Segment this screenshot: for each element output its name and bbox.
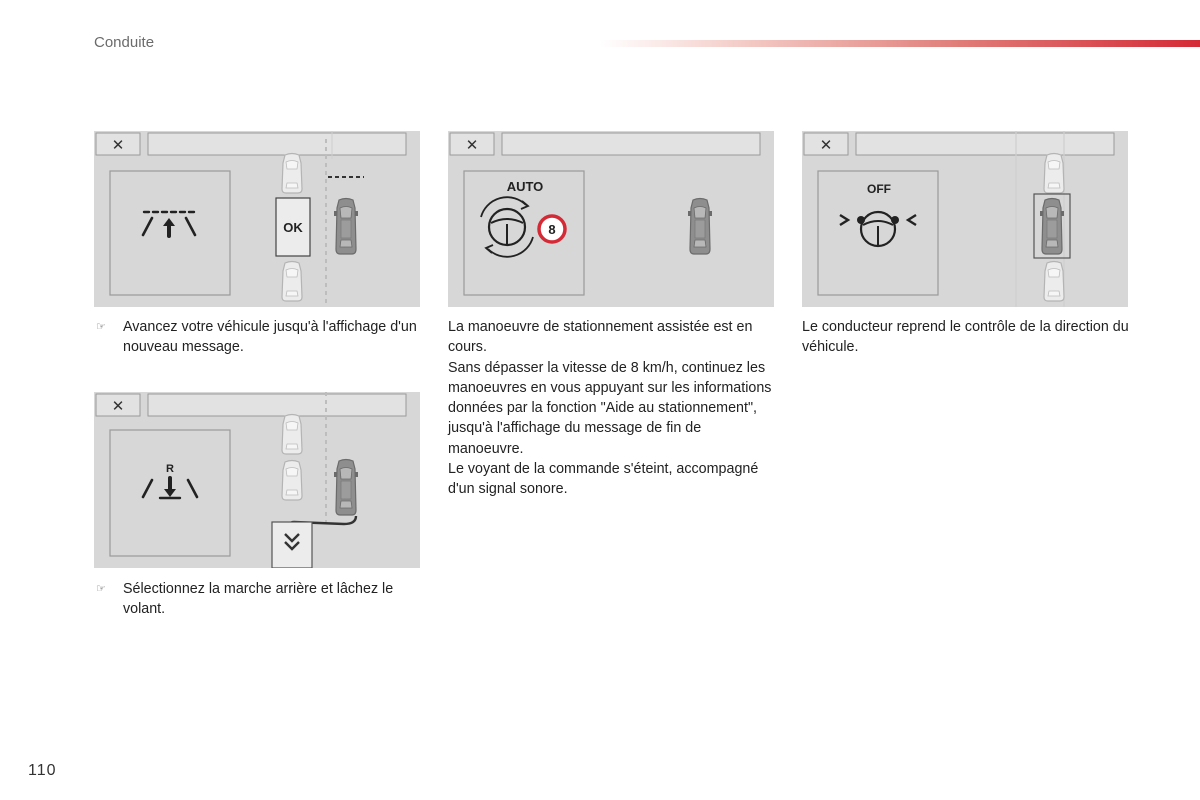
- user-car-icon: [1040, 199, 1064, 255]
- message-bar: [148, 394, 406, 416]
- target-space-box: [272, 522, 312, 568]
- screen-3-off: [802, 131, 1128, 307]
- parked-car-icon: [1044, 154, 1064, 194]
- page-number: 110: [28, 762, 57, 779]
- parked-car-icon: [282, 461, 302, 501]
- message-bar: [502, 133, 760, 155]
- caption-off: [802, 317, 1132, 358]
- close-icon: ✕: [111, 397, 125, 415]
- message-bar: [856, 133, 1114, 155]
- user-car-icon: [334, 460, 358, 516]
- screen-1-approach: [94, 131, 420, 307]
- parked-car-icon: [282, 154, 302, 194]
- parked-car-icon: [282, 262, 302, 302]
- caption-approach: [94, 317, 424, 358]
- auto-label: AUTO: [506, 179, 544, 194]
- speed-limit-value: 8: [548, 222, 556, 237]
- header-accent-bar: [600, 40, 1200, 47]
- caption-text: Avancez votre véhicule jusqu'à l'affichage d'un nouveau message.: [123, 319, 417, 356]
- caption-text: Le conducteur reprend le contrôle de la direction du véhicule.: [802, 319, 1129, 356]
- message-bar: [148, 133, 406, 155]
- user-car-icon: [334, 199, 358, 255]
- caption-text: Sélectionnez la marche arrière et lâchez le volant.: [123, 581, 394, 618]
- close-icon: ✕: [819, 136, 833, 154]
- close-icon: ✕: [111, 136, 125, 154]
- reverse-gear-label: R: [166, 463, 174, 475]
- caption-line: Le voyant de la commande s'éteint, accompagné d'un signal sonore.: [448, 461, 759, 498]
- caption-auto: [448, 317, 778, 500]
- caption-line: Sans dépasser la vitesse de 8 km/h, continuez les manoeuvres en vous appuyant sur les informations données par la fonction "Aide au stationnement", jusqu'à l'affichage du message de fin de manoeuvre.: [448, 359, 772, 457]
- parked-car-icon: [1044, 262, 1064, 302]
- caption-reverse: [94, 579, 424, 620]
- user-car-icon: [688, 199, 712, 255]
- section-title: Conduite: [94, 34, 155, 51]
- screen-2-auto: [448, 131, 774, 307]
- screen-4-reverse: [94, 392, 420, 568]
- close-icon: ✕: [465, 136, 479, 154]
- parked-car-icon: [282, 415, 302, 455]
- ok-label: OK: [283, 220, 303, 235]
- pointing-hand-icon: ☞: [96, 321, 106, 333]
- pointing-hand-icon: ☞: [96, 583, 106, 595]
- off-label: OFF: [867, 182, 891, 196]
- caption-line: La manoeuvre de stationnement assistée est en cours.: [448, 319, 753, 356]
